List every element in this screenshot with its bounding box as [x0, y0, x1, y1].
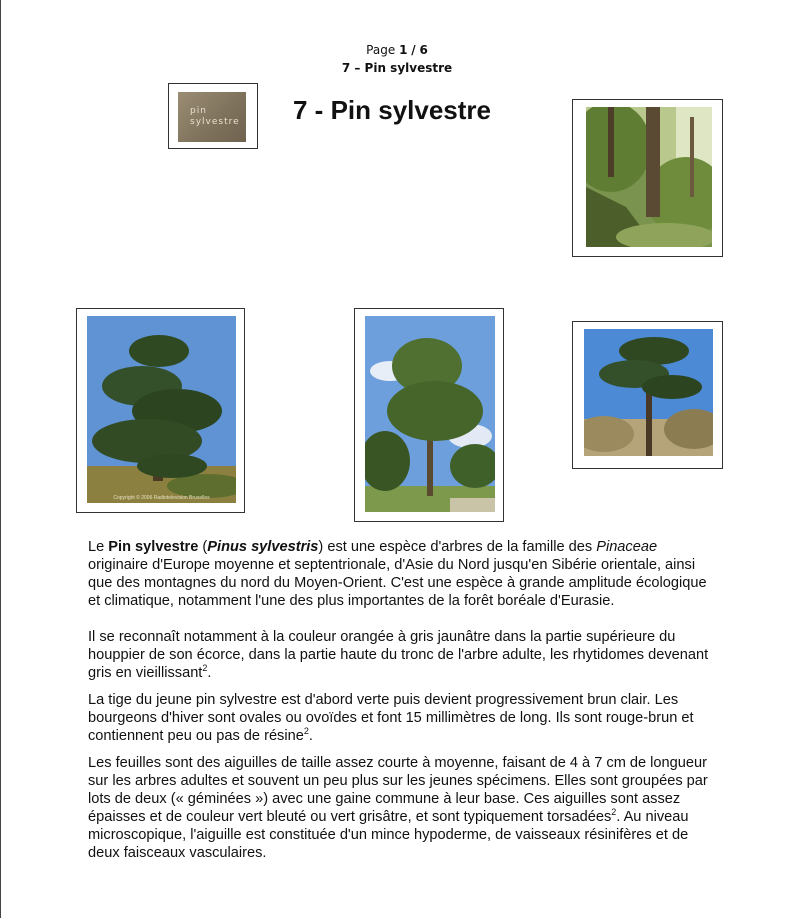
photo-tree-2-frame	[354, 308, 504, 522]
paragraph-3	[88, 691, 720, 745]
body-text	[88, 538, 720, 871]
p1-text-2: (	[198, 539, 208, 555]
p2-text: Il se reconnaît notamment à la couleur orangée à gris jaunâtre dans la partie supérieure du houppier de son écorce, dans la partie haute du tronc de l'arbre adulte, les rhytidomes devenant gris en vieillissant	[88, 629, 709, 681]
sign-text-line1: pin	[190, 106, 207, 116]
p1-latin-name: Pinus sylvestris	[207, 539, 319, 555]
page-label: Page	[366, 43, 396, 57]
page-current: 1	[399, 43, 408, 57]
photo-tree-1	[87, 316, 236, 503]
p4-end: . Au niveau microscopique, l'aiguille est constituée d'un mince hypoderme, de vaisseaux résinifères et de deux faisceaux vasculaires.	[88, 809, 689, 861]
p1-text-4: originaire d'Europe moyenne et septentrionale, d'Asie du Nord jusqu'en Sibérie orientale, ainsi que des montagnes du nord du Moyen-Orient. C'est une espèce à grande amplitude écologique et climatique, notamment l'une des plus importantes de la forêt boréale d'Eurasie.	[88, 557, 707, 609]
photo-tree-3-frame	[572, 321, 723, 469]
p1-family-name: Pinaceae	[596, 539, 658, 555]
paragraph-4	[88, 754, 720, 862]
photo-sign	[178, 92, 246, 142]
page-total: 6	[419, 43, 428, 57]
p1-text-3: ) est une espèce d'arbres de la famille des	[318, 539, 597, 555]
page-left-edge	[0, 0, 1, 918]
header-subtitle: 7 – Pin sylvestre	[341, 61, 453, 75]
p1-text-1: Le	[88, 539, 109, 555]
p2-end: .	[207, 665, 212, 681]
p1-common-name: Pin sylvestre	[108, 539, 199, 555]
photo-sign-frame	[168, 83, 258, 149]
paragraph-2	[88, 628, 720, 682]
photo-forest-frame	[572, 99, 723, 257]
p3-text: La tige du jeune pin sylvestre est d'abord verte puis devient progressivement brun clair. Les bourgeons d'hiver sont ovales ou ovoïdes et font 15 millimètres de long. Ils sont rouge-brun et contiennent peu ou pas de résine	[88, 692, 694, 744]
photo-tree-1-frame	[76, 308, 245, 513]
p3-end: .	[308, 728, 313, 744]
p4-text: Les feuilles sont des aiguilles de taille assez courte à moyenne, faisant de 4 à 7 cm de longueur sur les arbres adultes et souvent un peu plus sur les jeunes spécimens. Elles sont groupées par lots de deux (« géminées ») avec une gaine commune à leur base. Ces aiguilles sont assez épaisses et de couleur vert bleuté ou vert grisâtre, et sont typiquement torsadées	[88, 755, 708, 825]
photo-forest	[586, 107, 712, 247]
p2-footnote-ref: 2	[202, 663, 208, 674]
page-counter	[0, 41, 794, 59]
paragraph-1	[88, 538, 720, 610]
page-header	[0, 41, 794, 77]
sign-text-line2: sylvestre	[190, 117, 240, 127]
document-title: 7 - Pin sylvestre	[293, 95, 491, 125]
p3-footnote-ref: 2	[303, 726, 309, 737]
page-separator: /	[411, 43, 416, 57]
photo-copyright: Copyright © 2006 Radiotelevision Bruxelles	[113, 495, 210, 501]
photo-tree-3	[584, 329, 713, 456]
p4-footnote-ref: 2	[611, 807, 617, 818]
photo-tree-2	[365, 316, 495, 512]
